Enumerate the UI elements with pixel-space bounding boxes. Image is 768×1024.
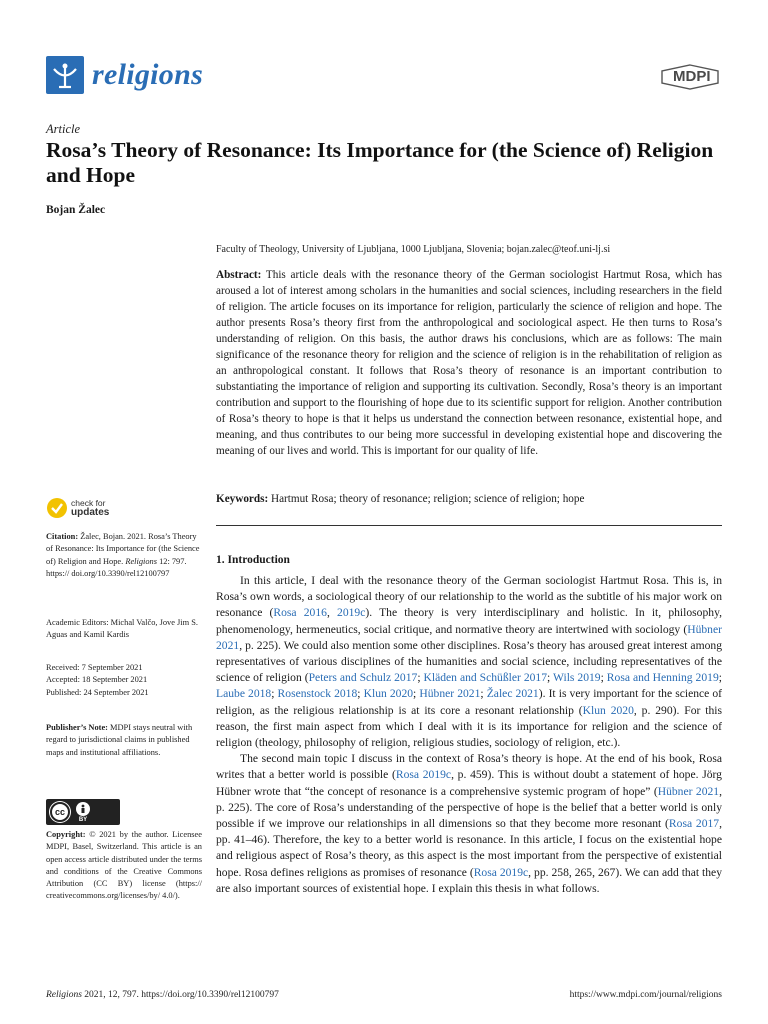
by-label: BY <box>78 816 88 823</box>
check-updates-small: check for <box>71 498 106 508</box>
citation-doi[interactable]: 12: 797. https:// doi.org/10.3390/rel12100797 <box>46 556 187 578</box>
citation-link[interactable]: Klun 2020 <box>363 687 414 701</box>
paragraph-text: ). The theory is very interdisciplinary and holistic. In it, philosophy, phenomenology, hermeneutics, social critique, and normative theory are intertwined with sociology ( <box>216 606 723 636</box>
publisher-note-text: MDPI stays neutral with regard to jurisdictional claims in published maps and institutional affiliations. <box>46 723 193 757</box>
paragraph-text: , pp. 258, 265, 267). We can add that they are also important sources of existential hope. I explain this thesis in what follows. <box>216 865 722 895</box>
check-updates-big: updates <box>71 507 110 518</box>
paragraph-text: ). It is very important for the science of religion, as the religious relationship is at its core a resonant relationship ( <box>216 687 723 717</box>
publisher-note <box>46 722 202 759</box>
introduction-body <box>216 573 722 897</box>
paragraph-text: , <box>326 606 338 620</box>
citation-link[interactable]: Kläden and Schüßler 2017 <box>423 671 548 685</box>
paragraph-text: The second main topic I discuss in the context of Rosa’s theory is hope. At the end of his book, Rosa writes that a better world is possible ( <box>216 752 722 782</box>
mdpi-logo[interactable] <box>658 64 722 90</box>
publisher-name: MDPI <box>673 68 711 85</box>
check-for-updates-button[interactable] <box>46 497 109 519</box>
abstract-label: Abstract: <box>216 269 262 281</box>
paragraph-text: ; <box>480 687 487 701</box>
author-name: Bojan Žalec <box>46 204 106 216</box>
citation-link[interactable]: Klun 2020 <box>582 703 634 717</box>
abstract <box>216 267 722 459</box>
citation-link[interactable]: 2019c <box>337 606 366 620</box>
cc-by-license-badge[interactable] <box>46 799 120 825</box>
article-title: Rosa’s Theory of Resonance: Its Importance for (the Science of) Religion and Hope <box>46 138 714 187</box>
paragraph-text: ; <box>547 671 554 685</box>
citation-label: Citation: <box>46 532 79 541</box>
page-header <box>46 56 722 102</box>
article-type: Article <box>46 122 81 136</box>
dates-block <box>46 662 202 699</box>
journal-name: religions <box>92 58 204 91</box>
page-footer <box>46 990 722 1000</box>
keywords-text: Hartmut Rosa; theory of resonance; religion; science of religion; hope <box>271 493 585 505</box>
section-divider <box>216 525 722 526</box>
check-updates-icon <box>46 497 68 519</box>
citation-link[interactable]: Laube 2018 <box>216 687 272 701</box>
paragraph-text: ; <box>413 687 420 701</box>
citation-text: Žalec, Bojan. 2021. Rosa’s Theory of Resonance: Its Importance for (the Science of) Religion and Hope. <box>46 532 200 566</box>
paragraph-text: , p. 225). The core of Rosa’s understanding of the perspective of hope is the belief that a better world is only possible if we improve our relationships in all dimensions so that they become more resonant ( <box>216 784 722 831</box>
paragraph-text: In this article, I deal with the resonance theory of the German sociologist Hartmut Rosa. This is, in Rosa’s own words, a sociological theory of our relationship to the world as the subtitle of his major work on resonance ( <box>216 574 722 620</box>
citation-link[interactable]: Rosa 2017 <box>668 817 720 831</box>
footer-citation <box>46 990 279 1000</box>
citation-link[interactable]: Rosenstock 2018 <box>277 687 358 701</box>
paragraph-text: ; <box>600 671 607 685</box>
religions-logo-icon <box>46 56 84 94</box>
footer-journal-url[interactable]: https://www.mdpi.com/journal/religions <box>569 990 722 1000</box>
copyright-text: © 2021 by the author. Licensee MDPI, Basel, Switzerland. This article is an open access article distributed under the terms and conditions of the Creative Commons Attribution (CC BY) license (https:// creativecommons.org/licenses/by/ 4.0/). <box>46 830 202 901</box>
paragraph-1 <box>216 573 722 751</box>
copyright-block <box>46 829 202 903</box>
published-date: Published: 24 September 2021 <box>46 687 149 697</box>
paragraph-text: ; <box>357 687 364 701</box>
paragraph-text: ; <box>271 687 278 701</box>
paragraph-text: ; <box>718 671 722 685</box>
accepted-date: Accepted: 18 September 2021 <box>46 675 148 685</box>
citation-link[interactable]: Rosa and Henning 2019 <box>606 671 719 685</box>
abstract-text: This article deals with the resonance theory of the German sociologist Hartmut Rosa, which has aroused a lot of interest among scholars in the humanities and social sciences, including researchers in the field of religion. The article focuses on its importance for religion, particularly the science of religion and hope. The author presents Rosa’s theory first from the anthropological and sociological aspect. He then turns to Rosa’s understanding of religion. On this basis, the author draws his conclusions, which are as follows: The main significance of the resonance theory for religion and the science of religion is in the rehabilitation of religion as an anthropological constant. It follows that Rosa’s theory of resonance is an important contribution to substantiating the importance of religion and supporting its cultivation. Secondly, Rosa’s theory is an important contribution and support to the flourishing of hope due to its scientific support for religion. Another contribution of Rosa’s theory to hope is that it helps us understand the connection between resonance, existential hope, and meaning, and thus contributes to our being more successful in developing existential hope and discovering the meaning of our lives and world. This is important for our quality of life. <box>216 269 722 457</box>
citation-link[interactable]: Rosa 2016 <box>273 606 327 620</box>
citation-block <box>46 531 202 580</box>
citation-link[interactable]: Hübner 2021 <box>657 784 720 798</box>
citation-journal: Religions <box>125 556 157 566</box>
journal-logo[interactable] <box>46 56 203 94</box>
section-heading-introduction: 1. Introduction <box>216 554 290 566</box>
received-date: Received: 7 September 2021 <box>46 663 143 672</box>
paragraph-text: , p. 459). This is without doubt a statement of hope. Jörg Hübner wrote that “the concept of resonance is a comprehensive systemic program of hope” ( <box>216 768 722 798</box>
copyright-label: Copyright: <box>46 830 86 839</box>
keywords <box>216 491 722 507</box>
citation-link[interactable]: Wils 2019 <box>553 671 601 685</box>
paragraph-text: , p. 225). We could also mention some other disciplines. Rosa’s theory has aroused great interest among representatives of various disciplines of the humanities and social science, including representatives of the science of religion ( <box>216 638 722 685</box>
footer-journal: Religions <box>46 990 82 1000</box>
paragraph-text: ; <box>417 671 424 685</box>
citation-link[interactable]: Žalec 2021 <box>486 687 539 701</box>
paragraph-text: , p. 290). For this reason, the first main aspect from which I deal with it is its importance for religion and the science of religion (theology, philosophy of religion, religious studies, sociology of religion, etc.). <box>216 703 722 750</box>
citation-link[interactable]: Hübner 2021 <box>216 622 722 652</box>
keywords-label: Keywords: <box>216 493 269 505</box>
by-icon <box>76 802 90 823</box>
footer-citation-text[interactable]: 2021, 12, 797. https://doi.org/10.3390/rel12100797 <box>84 990 279 1000</box>
academic-editors: Academic Editors: Michal Valčo, Jove Jim S. Aguas and Kamil Kardis <box>46 618 198 640</box>
author-affiliation: Faculty of Theology, University of Ljubljana, 1000 Ljubljana, Slovenia; bojan.zalec@teof.uni-lj.si <box>216 244 611 255</box>
citation-link[interactable]: Rosa 2019c <box>395 768 452 782</box>
publisher-note-label: Publisher’s Note: <box>46 723 108 732</box>
citation-link[interactable]: Peters and Schulz 2017 <box>308 671 418 685</box>
paragraph-2 <box>216 751 722 897</box>
paragraph-text: , pp. 41–46). Therefore, the key to a better world is resonance. In this article, I focus on the existential hope and religious aspect of Rosa’s theory, as this aspect is the most important from the perspective of existential hope. Rosa defines religions as promises of resonance ( <box>216 817 722 879</box>
citation-link[interactable]: Hübner 2021 <box>419 687 481 701</box>
citation-link[interactable]: Rosa 2019c <box>473 865 529 879</box>
cc-icon: cc <box>50 802 70 822</box>
